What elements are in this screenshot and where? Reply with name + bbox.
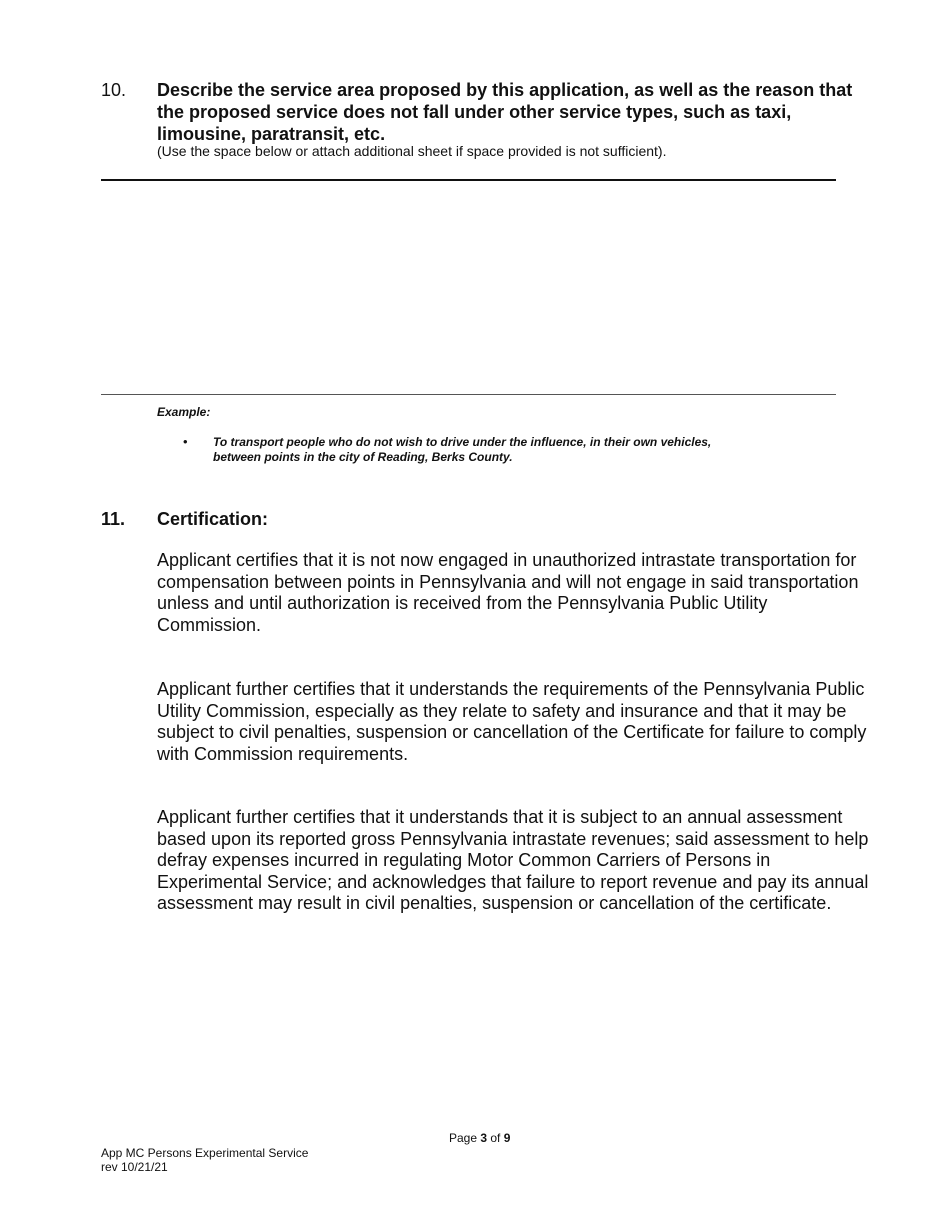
question-10-instructions: (Use the space below or attach additional sheet if space provided is not sufficient). <box>157 143 667 159</box>
page-number-total: 9 <box>503 1131 511 1145</box>
example-bullet-icon: • <box>183 434 188 449</box>
question-10-heading: Describe the service area proposed by this application, as well as the reason that the proposed service does not fall under other service types, such as taxi, limousine, paratransit, etc. <box>157 80 853 144</box>
certification-paragraph-3: Applicant further certifies that it understands that it is subject to an annual assessment based upon its reported gross Pennsylvania intrastate revenues; said assessment to help defray expenses incurred in regulating Motor Common Carriers of Persons in Experimental Service; and acknowledges that failure to report revenue and pay its annual assessment may result in civil penalties, suspension or cancellation of the certificate. <box>157 807 869 914</box>
example-item-line-1: To transport people who do not wish to drive under the influence, in their own vehicles, <box>213 435 712 449</box>
question-11-number: 11. <box>101 509 126 529</box>
example-item-line-2: between points in the city of Reading, Berks County. <box>213 450 513 464</box>
footer-form-name: App MC Persons Experimental Service <box>101 1146 309 1160</box>
question-10-number: 10. <box>101 80 127 100</box>
certification-paragraph-2: Applicant further certifies that it understands the requirements of the Pennsylvania Public Utility Commission, especially as they relate to safety and insurance and that it may be subject to civil penalties, suspension or cancellation of the Certificate for failure to comply with Commission requirements. <box>157 679 867 764</box>
page-number-current: 3 <box>480 1131 488 1145</box>
page-number-prefix: Page <box>449 1131 481 1145</box>
question-11-heading: Certification: <box>157 509 269 529</box>
certification-paragraph-1: Applicant certifies that it is not now engaged in unauthorized intrastate transportation for compensation between points in Pennsylvania and will not engage in said transportation unless and until authorization is received from the Pennsylvania Public Utility Commission. <box>157 550 859 635</box>
example-label: Example: <box>157 405 211 419</box>
answer-area-bottom-rule <box>101 394 836 395</box>
page-number <box>449 1131 510 1145</box>
example-item <box>213 435 773 465</box>
page-number-separator: of <box>487 1131 504 1145</box>
answer-area-top-rule <box>101 179 836 181</box>
footer-revision: rev 10/21/21 <box>101 1160 168 1174</box>
service-area-answer-field[interactable] <box>101 182 836 392</box>
